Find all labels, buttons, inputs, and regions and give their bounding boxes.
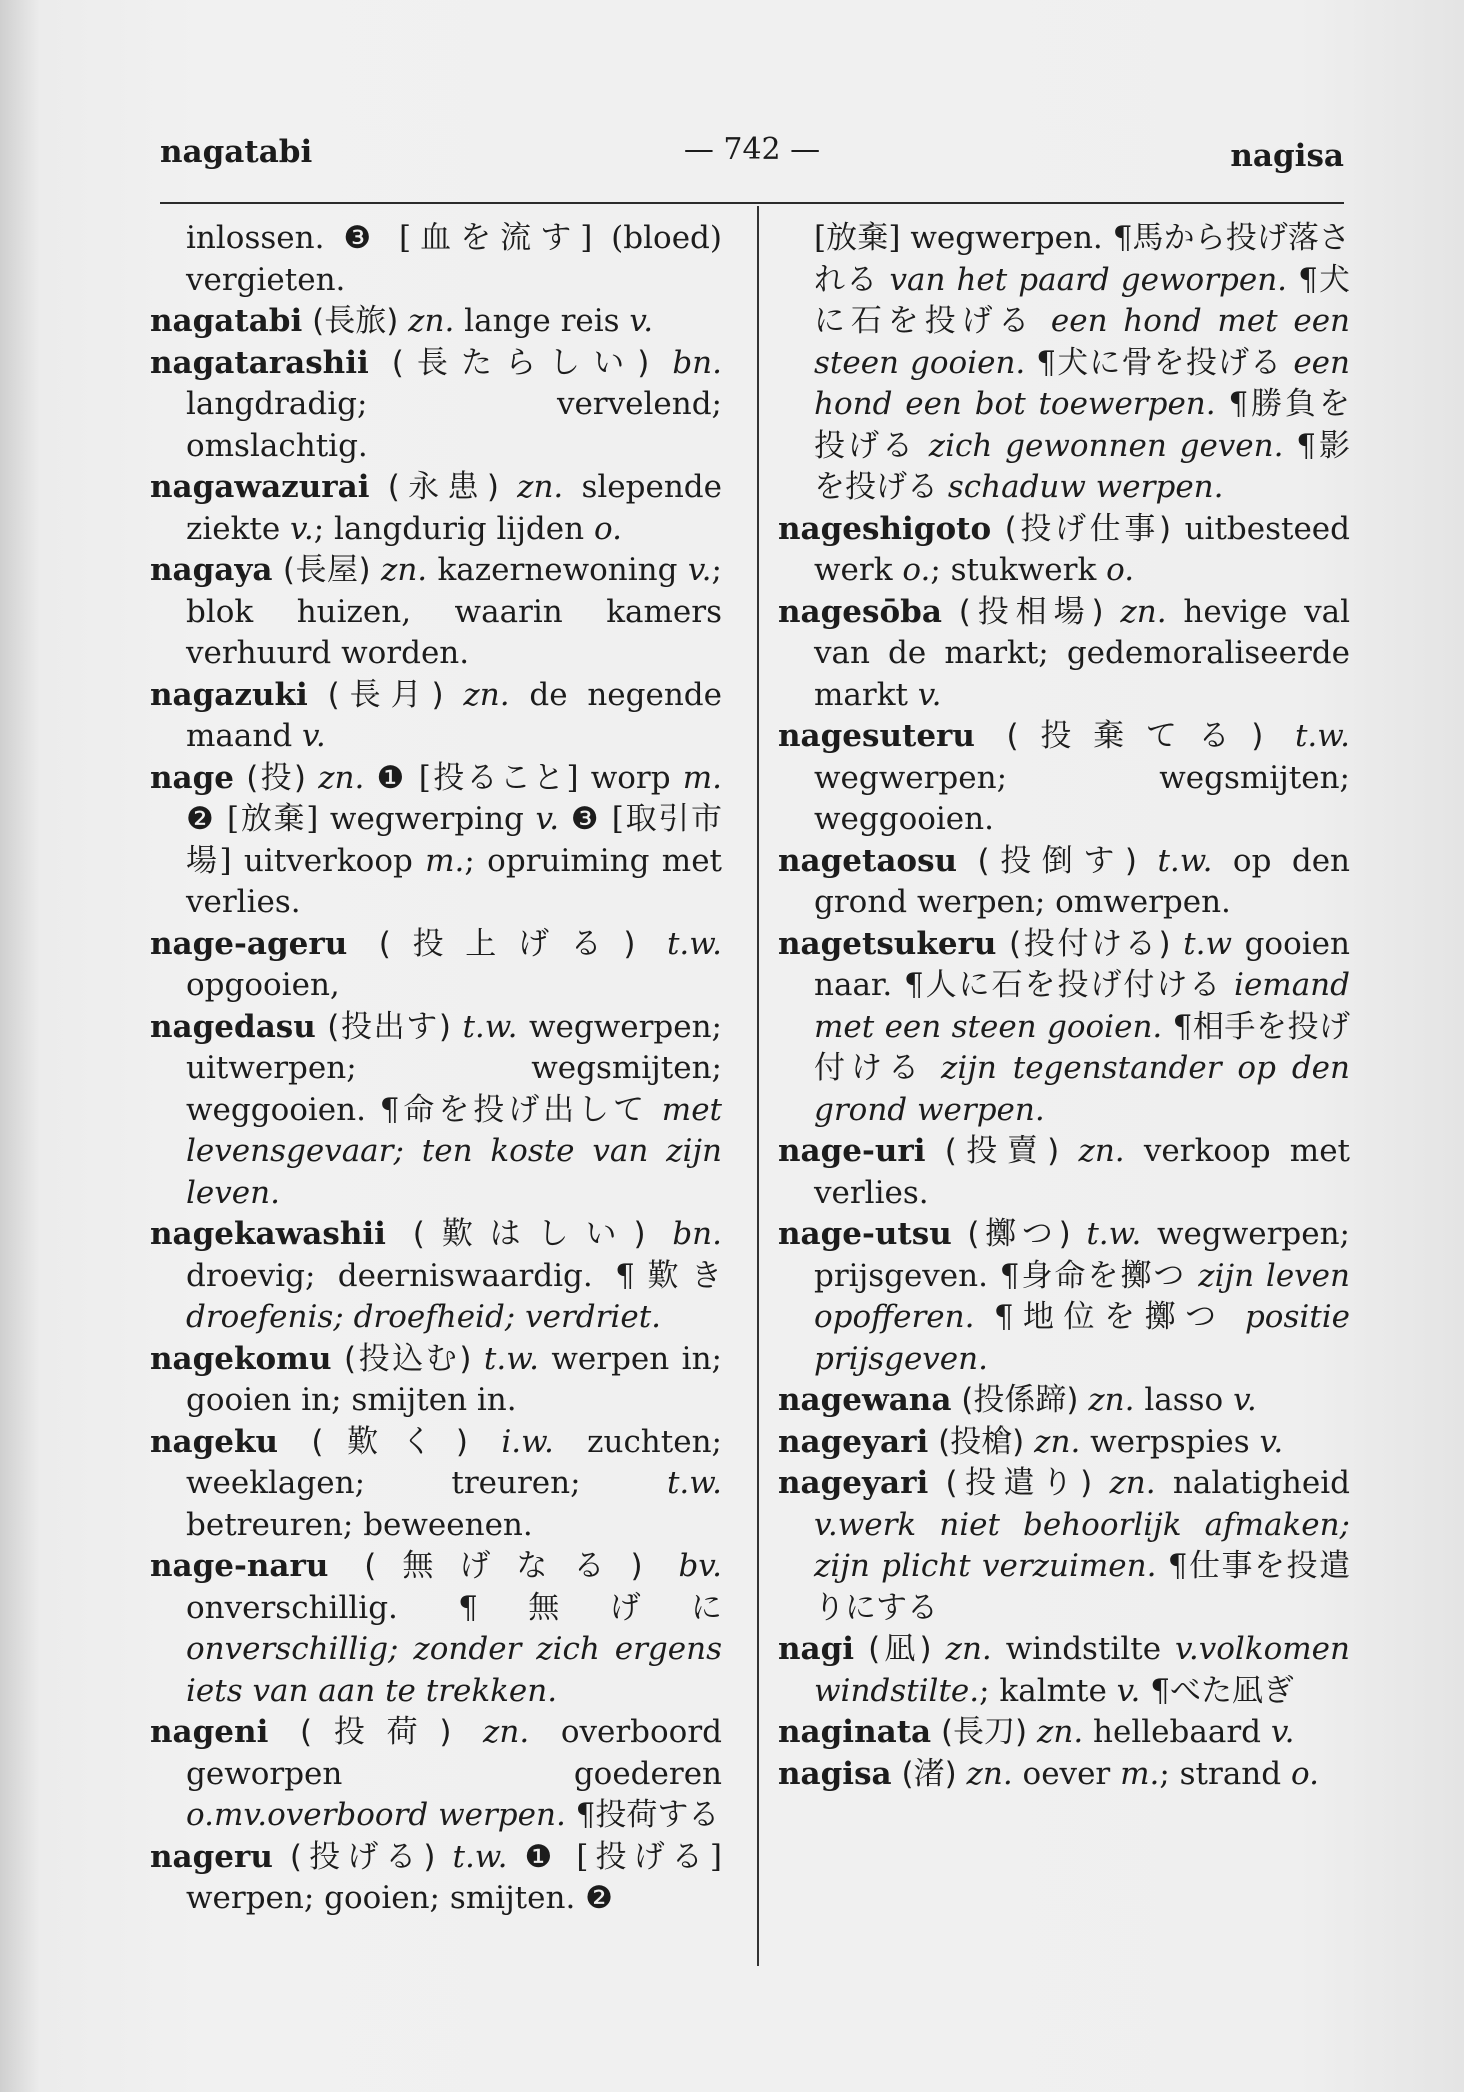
dictionary-entry bbox=[778, 509, 1350, 592]
entry-gender: v. bbox=[1270, 1714, 1295, 1750]
entry-headword: nagekomu bbox=[150, 1340, 332, 1377]
entry-example: een hond een bot toewerpen. bbox=[814, 344, 1350, 422]
entry-headword: nagisa bbox=[778, 1755, 892, 1792]
entry-headword: nageru bbox=[150, 1838, 273, 1875]
entry-gender: v. bbox=[290, 510, 314, 547]
dictionary-entry bbox=[150, 1712, 722, 1837]
entry-definition: droevig; deerniswaardig. ¶歎き bbox=[186, 1257, 722, 1294]
entry-part-of-speech: zn. bbox=[1120, 593, 1167, 630]
entry-definition: wegwerpen; prijsgeven. ¶身命を擲つ bbox=[814, 1216, 1350, 1294]
entry-definition: betreuren; beweenen. bbox=[186, 1506, 533, 1543]
entry-kanji: (投賣) bbox=[925, 1133, 1079, 1169]
entry-headword: nageyari bbox=[778, 1465, 929, 1501]
dictionary-entry bbox=[150, 1339, 722, 1422]
entry-continuation bbox=[150, 218, 722, 301]
entry-part-of-speech: t.w. bbox=[666, 925, 722, 962]
entry-continuation bbox=[778, 218, 1350, 509]
entry-example: zijn tegenstander op den grond werpen. bbox=[814, 1050, 1350, 1128]
entry-kanji: (投出す) bbox=[315, 1008, 463, 1045]
entry-gender: m. bbox=[425, 842, 465, 879]
entry-kanji: (投上げる) bbox=[347, 925, 667, 962]
dictionary-entry bbox=[778, 716, 1350, 841]
entry-text: inlossen. ❸ [血を流す] (bloed) vergieten. bbox=[186, 220, 722, 298]
entry-gender: v. bbox=[1233, 1382, 1257, 1418]
entry-definition: op den grond werpen; omwerpen. bbox=[814, 842, 1350, 920]
left-column bbox=[150, 218, 722, 1920]
dictionary-entry bbox=[778, 1131, 1350, 1214]
entry-gender: v. bbox=[535, 801, 560, 837]
entry-definition: hevige val van de markt; gedemoraliseerde markt bbox=[814, 593, 1350, 713]
entry-headword: nagesuteru bbox=[778, 718, 975, 754]
entry-part-of-speech: zn. bbox=[318, 759, 365, 796]
page-number: — 742 — bbox=[683, 132, 821, 167]
dictionary-entry bbox=[150, 1007, 722, 1215]
entry-definition: zuchten; weeklagen; treuren; bbox=[186, 1423, 722, 1501]
entry-gender: v. bbox=[687, 552, 712, 588]
dictionary-entry bbox=[778, 841, 1350, 924]
entry-definition: ¶相手を投げ付ける bbox=[814, 1008, 1350, 1086]
entry-headword: nagetsukeru bbox=[778, 925, 997, 962]
entry-headword: nagewana bbox=[778, 1382, 952, 1418]
entry-definition: overboord geworpen goederen bbox=[186, 1714, 722, 1792]
entry-definition: ❶ [投げる] werpen; gooien; smijten. ❷ bbox=[186, 1838, 722, 1916]
dictionary-entry bbox=[778, 592, 1350, 717]
dictionary-entry bbox=[150, 758, 722, 924]
entry-headword: nagi bbox=[778, 1631, 855, 1667]
entry-gender: v. bbox=[1259, 1423, 1284, 1460]
entry-example: zich gewonnen geven. bbox=[928, 427, 1284, 464]
entry-part-of-speech: t.w. bbox=[483, 1340, 539, 1377]
entry-definition: uitbesteed werk bbox=[814, 510, 1350, 588]
entry-headword: nagatabi bbox=[150, 303, 303, 339]
entry-definition: ; kalmte bbox=[979, 1672, 1117, 1709]
entry-gender: v. bbox=[1116, 1672, 1141, 1709]
entry-kanji: (擲つ) bbox=[951, 1216, 1087, 1252]
entry-part-of-speech: zn. bbox=[945, 1631, 992, 1667]
entry-gender: m. bbox=[682, 759, 722, 796]
entry-part-of-speech: zn. bbox=[1109, 1465, 1156, 1501]
entry-definition: onverschillig. ¶無げに bbox=[186, 1589, 722, 1626]
entry-kanji: (歎く) bbox=[278, 1423, 502, 1460]
entry-kanji: (長たらしい) bbox=[368, 344, 673, 381]
entry-example: droefenis; droefheid; verdriet. bbox=[186, 1299, 662, 1335]
entry-gender: o. bbox=[1106, 552, 1135, 588]
dictionary-entry bbox=[778, 1712, 1350, 1754]
entry-headword: nage-ageru bbox=[150, 925, 348, 962]
entry-part-of-speech: zn. bbox=[463, 676, 510, 713]
entry-part-of-speech: zn. bbox=[517, 469, 564, 505]
entry-part-of-speech: t.w. bbox=[462, 1008, 518, 1045]
entry-kanji: (投) bbox=[234, 759, 319, 796]
entry-definition: ¶べた凪ぎ bbox=[1140, 1672, 1294, 1709]
entry-headword: nagesōba bbox=[778, 593, 942, 630]
entry-definition: oever bbox=[1012, 1755, 1121, 1792]
entry-definition: ¶犬に石を投げる bbox=[814, 261, 1351, 339]
entry-definition: ¶地位を擲つ bbox=[974, 1299, 1245, 1335]
entry-part-of-speech: t.w bbox=[1183, 925, 1233, 962]
dictionary-entry bbox=[150, 1422, 722, 1547]
dictionary-entry bbox=[778, 1380, 1350, 1422]
entry-example: positie prijsgeven. bbox=[814, 1299, 1350, 1377]
entry-kanji: (凪) bbox=[854, 1631, 946, 1667]
entry-example: overboord werpen. bbox=[267, 1797, 566, 1833]
entry-definition: ¶投荷する bbox=[565, 1797, 720, 1833]
entry-example: zijn leven opofferen. bbox=[814, 1257, 1350, 1335]
entry-part-of-speech: zn. bbox=[1037, 1714, 1084, 1750]
entry-definition: gooien naar. ¶人に石を投げ付ける bbox=[814, 925, 1350, 1003]
entry-definition: hellebaard bbox=[1083, 1714, 1271, 1750]
entry-part-of-speech: t.w. bbox=[1157, 842, 1213, 879]
entry-headword: naginata bbox=[778, 1714, 932, 1750]
entry-gender: o. bbox=[593, 510, 622, 547]
entry-definition: lange reis bbox=[454, 303, 630, 339]
dictionary-entry bbox=[778, 924, 1350, 1132]
entry-definition: ; stukwerk bbox=[930, 552, 1107, 588]
entry-example: onverschillig; zonder zich ergens iets van aan te trekken. bbox=[186, 1631, 722, 1709]
entry-gender: t.w. bbox=[666, 1465, 722, 1501]
entry-definition: verkoop met verlies. bbox=[814, 1133, 1350, 1211]
entry-headword: nagaya bbox=[150, 552, 273, 588]
entry-part-of-speech: zn. bbox=[1078, 1133, 1125, 1169]
entry-headword: nagekawashii bbox=[150, 1216, 386, 1252]
entry-headword: nagazuki bbox=[150, 676, 308, 713]
entry-kanji: (投槍) bbox=[928, 1423, 1035, 1460]
entry-definition: windstilte bbox=[991, 1631, 1176, 1667]
dictionary-entry bbox=[150, 924, 722, 1007]
entry-gender: o.mv. bbox=[186, 1797, 268, 1833]
entry-definition: ; blok huizen, waarin kamers verhuurd worden. bbox=[186, 552, 722, 671]
entry-headword: nagetaosu bbox=[778, 842, 958, 879]
entry-kanji: (歎はしい) bbox=[385, 1216, 673, 1252]
entry-kanji: (投相場) bbox=[941, 593, 1121, 630]
entry-gender: v. bbox=[814, 1506, 838, 1543]
entry-part-of-speech: t.w. bbox=[1086, 1216, 1142, 1252]
entry-part-of-speech: zn. bbox=[408, 303, 455, 339]
dictionary-entry bbox=[150, 675, 722, 758]
dictionary-entry bbox=[150, 1214, 722, 1339]
dictionary-entry bbox=[778, 1754, 1350, 1796]
entry-definition: werpen in; gooien in; smijten in. bbox=[186, 1340, 722, 1418]
entry-headword: nageyari bbox=[778, 1423, 929, 1460]
entry-kanji: (投げる) bbox=[272, 1838, 453, 1875]
entry-part-of-speech: zn. bbox=[1034, 1423, 1081, 1460]
entry-definition: slepende ziekte bbox=[186, 469, 722, 547]
page-header bbox=[160, 128, 1344, 178]
entry-kanji: (渚) bbox=[891, 1755, 967, 1792]
entry-gender: m. bbox=[1120, 1755, 1160, 1792]
entry-kanji: (投倒す) bbox=[957, 842, 1158, 879]
entry-example: met levensgevaar; ten koste van zijn leven. bbox=[186, 1091, 722, 1211]
dictionary-entry bbox=[778, 1422, 1350, 1464]
entry-definition: ¶犬に骨を投げる bbox=[1025, 344, 1294, 381]
entry-kanji: (長屋) bbox=[272, 552, 381, 588]
entry-example: volkomen windstilte. bbox=[814, 1631, 1350, 1709]
entry-definition: wegwerpen; wegsmijten; weggooien. bbox=[814, 759, 1350, 837]
dictionary-entry bbox=[150, 343, 722, 468]
entry-kanji: (投係蹄) bbox=[951, 1382, 1089, 1418]
entry-part-of-speech: t.w. bbox=[452, 1838, 508, 1875]
entry-kanji: (投棄てる) bbox=[974, 718, 1295, 754]
dictionary-entry bbox=[778, 1629, 1350, 1712]
entry-part-of-speech: zn. bbox=[1088, 1382, 1135, 1418]
entry-headword: nagawazurai bbox=[150, 469, 370, 505]
entry-definition: lasso bbox=[1134, 1382, 1234, 1418]
entry-kanji: (投げ仕事) bbox=[991, 510, 1185, 547]
entry-part-of-speech: bv. bbox=[678, 1548, 722, 1584]
entry-example: werk niet behoorlijk afmaken; zijn plicht verzuimen. bbox=[814, 1506, 1350, 1584]
entry-text: [放棄] wegwerpen. ¶馬から投げ落される bbox=[814, 220, 1350, 298]
entry-definition: ❷ [放棄] wegwerping bbox=[186, 801, 536, 837]
entry-part-of-speech: bn. bbox=[672, 1216, 722, 1252]
entry-headword: nageku bbox=[150, 1423, 279, 1460]
entry-definition: langdradig; vervelend; omslachtig. bbox=[186, 386, 722, 464]
dictionary-entry bbox=[150, 301, 722, 343]
dictionary-entry bbox=[150, 467, 722, 550]
entry-definition: ¶仕事を投遣りにする bbox=[814, 1548, 1350, 1626]
entry-example: van het paard geworpen. bbox=[889, 261, 1288, 298]
column-divider bbox=[757, 206, 759, 1966]
entry-kanji: (投込む) bbox=[331, 1340, 484, 1377]
right-column bbox=[778, 218, 1350, 1795]
entry-example: een hond met een steen gooien. bbox=[814, 303, 1351, 381]
entry-gender: v. bbox=[1175, 1631, 1199, 1667]
entry-kanji: (投遣り) bbox=[928, 1465, 1110, 1501]
entry-gender: o. bbox=[1290, 1755, 1319, 1792]
dictionary-entry bbox=[150, 1837, 722, 1920]
entry-definition: kazernewoning bbox=[427, 552, 688, 588]
entry-definition: ; strand bbox=[1159, 1755, 1291, 1792]
entry-headword: nagedasu bbox=[150, 1008, 316, 1045]
entry-definition: wegwerpen; uitwerpen; wegsmijten; weggooien. ¶命を投げ出して bbox=[186, 1008, 722, 1128]
entry-headword: nage bbox=[150, 759, 235, 796]
entry-kanji: (無げなる) bbox=[328, 1548, 679, 1584]
header-last-entry: nagisa bbox=[1230, 138, 1344, 174]
entry-kanji: (長刀) bbox=[931, 1714, 1038, 1750]
entry-headword: nage-naru bbox=[150, 1548, 329, 1584]
entry-headword: nageni bbox=[150, 1714, 269, 1750]
entry-definition: ; opruiming met verlies. bbox=[186, 842, 722, 920]
entry-kanji: (永患) bbox=[369, 469, 518, 505]
entry-definition: ❸ [取引市場] uitverkoop bbox=[186, 801, 722, 879]
entry-definition: ¶影を投げる bbox=[814, 427, 1351, 505]
entry-gender: v. bbox=[917, 676, 942, 713]
entry-part-of-speech: i.w. bbox=[501, 1423, 554, 1460]
entry-kanji: (投荷) bbox=[268, 1714, 484, 1750]
entry-headword: nage-utsu bbox=[778, 1216, 952, 1252]
entry-part-of-speech: zn. bbox=[483, 1714, 530, 1750]
entry-definition: ¶勝負を投げる bbox=[814, 386, 1350, 464]
entry-gender: o. bbox=[902, 552, 931, 588]
entry-definition: de negende maand bbox=[186, 676, 722, 754]
entry-part-of-speech: zn. bbox=[380, 552, 428, 588]
entry-definition: opgooien, bbox=[186, 967, 340, 1003]
header-first-entry: nagatabi bbox=[160, 134, 313, 170]
entry-kanji: (投付ける) bbox=[996, 925, 1184, 962]
dictionary-entry bbox=[150, 550, 722, 675]
entry-example: iemand met een steen gooien. bbox=[814, 967, 1350, 1045]
entry-headword: nageshigoto bbox=[778, 510, 992, 547]
entry-example: schaduw werpen. bbox=[947, 469, 1224, 505]
dictionary-entry bbox=[150, 1546, 722, 1712]
entry-kanji: (長旅) bbox=[302, 303, 409, 339]
entry-gender: v. bbox=[302, 718, 326, 754]
entry-definition: ; langdurig lijden bbox=[313, 510, 594, 547]
entry-gender: v. bbox=[629, 303, 654, 339]
entry-headword: nage-uri bbox=[778, 1133, 926, 1169]
entry-definition: ❶ [投ること] worp bbox=[364, 759, 683, 796]
entry-part-of-speech: zn. bbox=[966, 1755, 1013, 1792]
dictionary-entry bbox=[778, 1214, 1350, 1380]
entry-part-of-speech: bn. bbox=[672, 344, 722, 381]
entry-kanji: (長月) bbox=[307, 676, 464, 713]
header-rule bbox=[160, 202, 1344, 204]
entry-headword: nagatarashii bbox=[150, 344, 369, 381]
entry-part-of-speech: t.w. bbox=[1294, 718, 1350, 754]
entry-definition: werpspies bbox=[1080, 1423, 1260, 1460]
entry-definition: nalatigheid bbox=[1155, 1465, 1350, 1501]
dictionary-entry bbox=[778, 1463, 1350, 1629]
